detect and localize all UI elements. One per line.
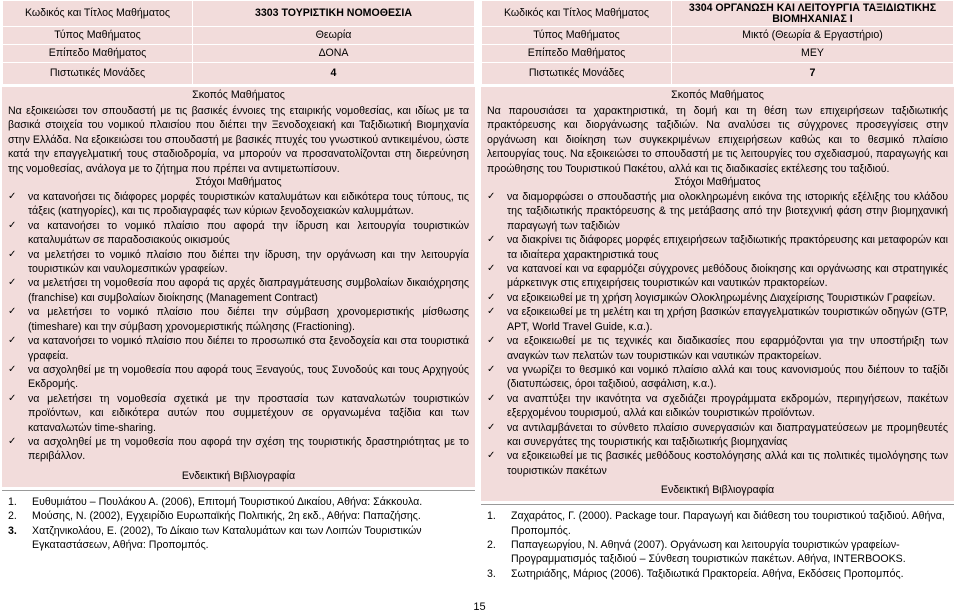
aim-heading: Σκοπός Μαθήματος bbox=[671, 89, 764, 101]
goal-item: ✓ να μελετήσει τη νομοθεσία σχετικά με την προστασία των καταναλωτών τουριστικών προϊόντων, και ειδικότερα αυτών που συμμετέχουν σε οργανωμένα ταξίδια και των καταναλωτών time-sharing. bbox=[8, 392, 469, 434]
checkmark-icon: ✓ bbox=[8, 306, 17, 318]
bibliography-block bbox=[2, 490, 475, 553]
bibliography-heading: Ενδεικτική Βιβλιογραφία bbox=[660, 484, 775, 497]
page-number: 15 bbox=[473, 601, 486, 613]
code-title-label: Κωδικός και Τίτλος Μαθήματος bbox=[3, 1, 193, 27]
aim-text: Να εξοικειώσει τον σπουδαστή με τις βασικές έννοιες της εταιρικής νομοθεσίας, και ιδίως με τα βασικά στοιχεία του νομικού πλαισίου που διέπει την Ξενοδοχειακή και Ταξιδιωτική Βιομηχανία στην Ελλάδα. Να εξοικειώσει του σπουδαστή με βασικές πτυχές του γνωστικού αντικειμένου, ώστε κατά την επαγγελματική τους σταδιοδρομία, να μπορούν να προσανατολίζονται στη διερεύνηση της νομοθεσίας, ανάλογα με το ζήτημα που πρέπει να αντιμετωπίσουν. bbox=[8, 105, 469, 175]
goal-item: ✓ να κατανοήσει το νομικό πλαίσιο που διέπει το προσωπικό στα ξενοδοχεία και στα τουριστικά γραφεία. bbox=[8, 335, 469, 362]
checkmark-icon: ✓ bbox=[487, 450, 496, 462]
checkmark-icon: ✓ bbox=[487, 335, 496, 347]
reference-item: 3. Χατζηνικολάου, Ε. (2002), Το Δίκαιο των Καταλυμάτων και των Λοιπών Τουριστικών Εγκαταστάσεων, Αθήνα: Προπομπός. bbox=[8, 524, 422, 551]
goal-item: ✓ να ασχοληθεί με τη νομοθεσία που αφορά τους Ξεναγούς, τους Συνοδούς και τους Αρχηγούς Εκδρομής. bbox=[8, 363, 469, 391]
goals-list bbox=[8, 190, 469, 464]
reference-list bbox=[487, 509, 948, 581]
checkmark-icon: ✓ bbox=[487, 421, 496, 433]
goal-item: ✓ να αναπτύξει την ικανότητα να σχεδιάζει προγράμματα εκδρομών, περιηγήσεων, πακέτων εξερχομένου τουρισμού, αλλά και ειδικών τουριστικών προϊόντων. bbox=[487, 392, 948, 420]
goal-item: ✓ να κατανοήσει τις διάφορες μορφές τουριστικών καταλυμάτων και ειδικότερα τους τύπους, τις τάξεις (κατηγορίες), και τις προδιαγραφές των κύριων ξενοδοχειακών καλυμμάτων. bbox=[8, 191, 469, 218]
checkmark-icon: ✓ bbox=[487, 306, 496, 318]
goal-item: ✓ να εξοικειωθεί με τις βασικές μεθόδους κοστολόγησης αλλά και τις πολιτικές τιμολόγησης των τουριστικών πακέτων bbox=[487, 450, 948, 477]
checkmark-icon: ✓ bbox=[487, 191, 496, 203]
reference-item: 2. Μούσης, Ν. (2002), Εγχειρίδιο Ευρωπαϊκής Πολιτικής, 2η εκδ., Αθήνα: Παπαζήσης. bbox=[8, 510, 421, 523]
checkmark-icon: ✓ bbox=[8, 363, 17, 375]
checkmark-icon: ✓ bbox=[487, 234, 496, 246]
course-level-label: Επίπεδο Μαθήματος bbox=[3, 45, 193, 63]
checkmark-icon: ✓ bbox=[8, 392, 17, 404]
course-type-value: Μικτό (Θεωρία & Εργαστήριο) bbox=[672, 27, 954, 45]
goal-item: ✓ να αντιλαμβάνεται το σύνθετο πλαίσιο συνεργασιών και διαπραγματεύσεων με προμηθευτές και συνεργάτες της τουριστικής και ταξιδιωτικής βιομηχανίας bbox=[487, 421, 948, 448]
checkmark-icon: ✓ bbox=[8, 335, 17, 347]
aim-heading: Σκοπός Μαθήματος bbox=[192, 89, 285, 101]
reference-item: 1. Ζαχαράτος, Γ. (2000). Package tour. Παραγωγή και διάθεση του τουριστικού ταξιδιού. Αθήνα, Προπομπός. bbox=[487, 510, 945, 537]
reference-list bbox=[8, 495, 469, 553]
course-type-label: Τύπος Μαθήματος bbox=[482, 27, 672, 45]
checkmark-icon: ✓ bbox=[8, 248, 17, 260]
course-description-block bbox=[481, 87, 954, 501]
code-title-label: Κωδικός και Τίτλος Μαθήματος bbox=[482, 1, 672, 27]
course-type-value: Θεωρία bbox=[193, 27, 475, 45]
checkmark-icon: ✓ bbox=[487, 263, 496, 275]
goals-heading: Στόχοι Μαθήματος bbox=[195, 176, 282, 189]
goal-item: ✓ να διαμορφώσει ο σπουδαστής μια ολοκληρωμένη εικόνα της ιστορικής εξέλιξης του κλάδου της ταξιδιωτικής πρακτόρευσης & της μετάβασης από την βιοτεχνική φάση στην βιομηχανική παραγωγή των ταξιδιών bbox=[487, 191, 948, 232]
goal-item: ✓ να κατανοήσει το νομικό πλαίσιο που αφορά την ίδρυση και λειτουργία τουριστικών καταλυμάτων σε παραδοσιακούς οικισμούς bbox=[8, 219, 469, 247]
credits-value: 4 bbox=[193, 63, 475, 85]
aim-text: Να παρουσιάσει τα χαρακτηριστικά, τη δομή και τη θέση των επιχειρήσεων ταξιδιωτικής πρακτόρευσης και διοργάνωσης ταξιδιών. Να αναλύσει τις σύγχρονες προσεγγίσεις στην οργάνωση και διοίκηση των συγκεκριμένων επιχειρήσεων καθώς και το θεσμικό πλαίσιο λειτουργίας τους. Να εξοικειώσει το σπουδαστή με τις λειτουργίες του σχεδιασμού, παραγωγής και προώθησης του Τουριστικού Πακέτου, αλλά και τις διαδικασίες εκτέλεσης του ταξιδιού. bbox=[487, 105, 948, 175]
course-level-value: ΜΕΥ bbox=[672, 45, 954, 63]
goal-item: ✓ να εξοικειωθεί με τη χρήση λογισμικών Ολοκληρωμένης Διαχείρισης Τουριστικών Γραφείων. bbox=[487, 291, 936, 304]
course-code-title: 3304 ΟΡΓΑΝΩΣΗ ΚΑΙ ΛΕΙΤΟΥΡΓΙΑ ΤΑΞΙΔΙΩΤΙΚΗΣ ΒΙΟΜΗΧΑΝΙΑΣ Ι bbox=[672, 1, 954, 27]
reference-item: 3. Σωτηριάδης, Μάριος (2006). Ταξιδιωτικά Πρακτορεία. Αθήνα, Εκδόσεις Προπομπός. bbox=[487, 567, 904, 580]
goal-item: ✓ να διακρίνει τις διάφορες μορφές επιχειρήσεων ταξιδιωτικής πρακτόρευσης και μεταφορών και τα ιδιαίτερα χαρακτηριστικά τους bbox=[487, 234, 948, 261]
checkmark-icon: ✓ bbox=[487, 392, 496, 404]
goal-item: ✓ να μελετήσει τη νομοθεσία που αφορά τις αρχές διαπραγμάτευσης συμβολαίων δικαιόχρησης (franchise) και συμβολαίων διοίκησης (Management Contract) bbox=[8, 277, 469, 304]
bibliography-heading: Ενδεικτική Βιβλιογραφία bbox=[181, 469, 296, 482]
course-3304-column bbox=[481, 0, 954, 581]
bibliography-block bbox=[481, 504, 954, 581]
reference-item: 2. Παπαγεωργίου, Ν. Αθηνά (2007). Οργάνωση και λειτουργία τουριστικών γραφείων- Προγραμματισμός ταξιδιού – Σύνθεση τουριστικών πακέτων. Αθήνα, INTERBOOKS. bbox=[487, 538, 906, 566]
course-level-label: Επίπεδο Μαθήματος bbox=[482, 45, 672, 63]
reference-item: 1. Ευθυμιάτου – Πουλάκου Α. (2006), Επιτομή Τουριστικού Δικαίου, Αθήνα: Σάκκουλα. bbox=[8, 495, 423, 508]
goal-item: ✓ να μελετήσει το νομικό πλαίσιο που διέπει την ίδρυση, την οργάνωση και την λειτουργία τουριστικών και ναυλομεσιτικών γραφείων. bbox=[8, 248, 469, 276]
goal-item: ✓ να μελετήσει το νομικό πλαίσιο που διέπει την σύμβαση χρονομεριστικής μίσθωσης (timeshare) και την σύμβαση χρονομεριστικής πώλησης (Fractioning). bbox=[8, 306, 469, 333]
checkmark-icon: ✓ bbox=[8, 191, 17, 203]
course-code-title: 3303 ΤΟΥΡΙΣΤΙΚΗ ΝΟΜΟΘΕΣΙΑ bbox=[193, 1, 475, 27]
credits-value: 7 bbox=[672, 63, 954, 85]
checkmark-icon: ✓ bbox=[487, 363, 496, 375]
goal-item: ✓ να κατανοεί και να εφαρμόζει σύγχρονες μεθόδους διοίκησης και οργάνωσης και στρατηγικές μάρκετινγκ στις επιχειρήσεις τουριστικών και ναυτικών πρακτορείων. bbox=[487, 263, 948, 290]
course-type-label: Τύπος Μαθήματος bbox=[3, 27, 193, 45]
course-meta-table bbox=[481, 0, 954, 85]
checkmark-icon: ✓ bbox=[8, 435, 17, 447]
course-3303-column bbox=[2, 0, 475, 552]
credits-label: Πιστωτικές Μονάδες bbox=[482, 63, 672, 85]
goals-heading: Στόχοι Μαθήματος bbox=[674, 176, 761, 189]
course-meta-table bbox=[2, 0, 475, 85]
course-level-value: ΔΟΝΑ bbox=[193, 45, 475, 63]
course-description-block bbox=[2, 87, 475, 487]
goal-item: ✓ να εξοικειωθεί με τη μελέτη και τη χρήση βασικών επαγγελματικών τουριστικών οδηγών (GTP, APT, World Travel Guide, κ.α.). bbox=[487, 306, 948, 333]
checkmark-icon: ✓ bbox=[8, 219, 17, 231]
goal-item: ✓ να εξοικειωθεί με τις τεχνικές και διαδικασίες που εφαρμόζονται για την υποστήριξη των αναγκών των πελατών των τουριστικών και ναυτικών πρακτορείων. bbox=[487, 335, 948, 362]
checkmark-icon: ✓ bbox=[487, 291, 496, 303]
goal-item: ✓ να γνωρίζει το θεσμικό και νομικό πλαίσιο αλλά και τους κανονισμούς που διέπουν το ταξίδι (διατυπώσεις, όροι ταξιδιού, ασφάλιση, κ.α.). bbox=[487, 363, 948, 391]
credits-label: Πιστωτικές Μονάδες bbox=[3, 63, 193, 85]
goals-list bbox=[487, 190, 948, 478]
checkmark-icon: ✓ bbox=[8, 277, 17, 289]
goal-item: ✓ να ασχοληθεί με τη νομοθεσία που αφορά την σχέση της τουριστικής δραστηριότητας με το περιβάλλον. bbox=[8, 435, 469, 463]
